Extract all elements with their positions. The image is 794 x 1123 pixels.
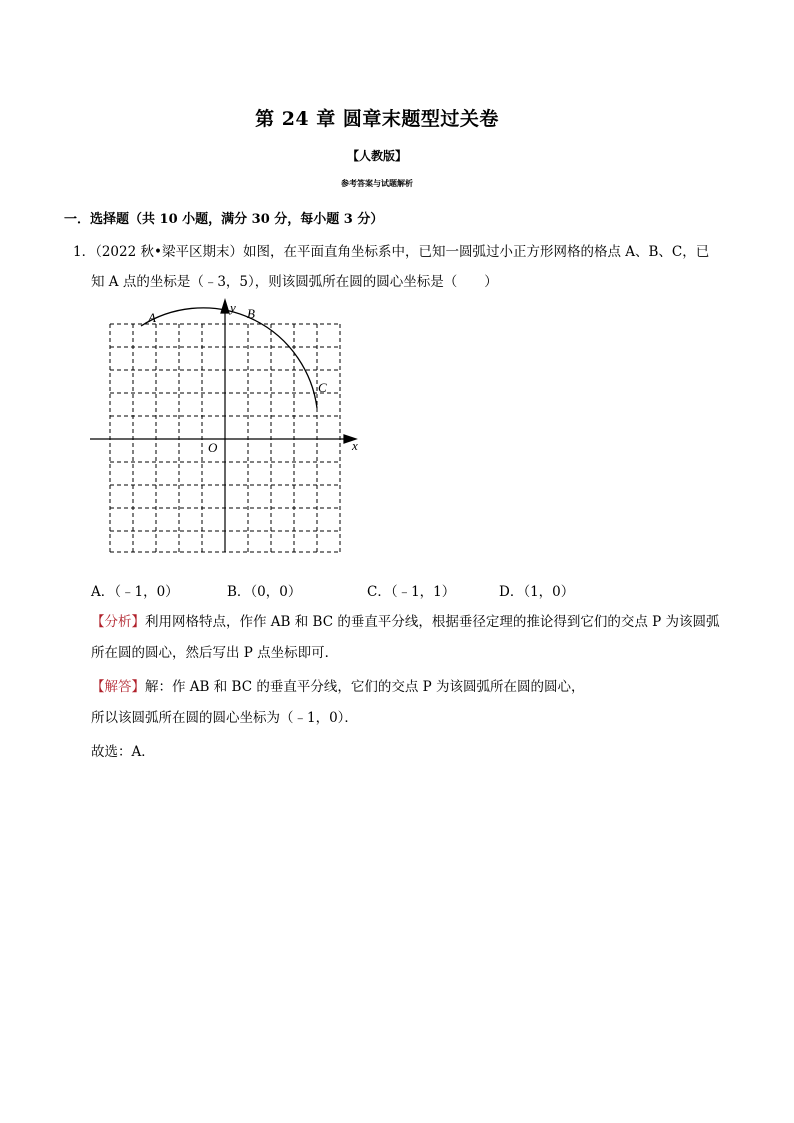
section-heading: 一．选择题（共 10 小题，满分 30 分，每小题 3 分）	[64, 212, 384, 227]
question-stem-line1: 1．（2022 秋•梁平区期末）如图，在平面直角坐标系中，已知一圆弧过小正方形网格的格点 A、B、C，已	[73, 244, 710, 260]
solution-line1	[91, 675, 585, 695]
solution-text1: 解：作 AB 和 BC 的垂直平分线，它们的交点 P 为该圆弧所在圆的圆心，	[145, 679, 585, 695]
analysis-text1: 利用网格特点，作作 AB 和 BC 的垂直平分线，根据垂径定理的推论得到它们的交点 P 为该圆弧	[145, 614, 720, 630]
y-axis-label: y	[230, 300, 236, 315]
x-axis-label: x	[352, 438, 358, 453]
origin-label: O	[208, 440, 218, 455]
point-b-label: B	[247, 306, 255, 321]
question-stem-line2: 知 A 点的坐标是（﹣3，5），则该圆弧所在圆的圆心坐标是（ ）	[91, 274, 498, 290]
coordinate-grid-figure	[80, 296, 370, 556]
page-title: 第 24 章 圆章末题型过关卷	[255, 108, 499, 130]
subtitle: 参考答案与试题解析	[341, 178, 413, 188]
option-d[interactable]: D．（1，0）	[499, 584, 575, 600]
solution-line2: 所以该圆弧所在圆的圆心坐标为（﹣1，0）．	[91, 710, 358, 726]
option-b[interactable]: B．（0，0）	[227, 584, 302, 600]
analysis-tag: 【分析】	[91, 614, 145, 630]
analysis-line2: 所在圆的圆心，然后写出 P 点坐标即可．	[91, 645, 339, 661]
option-a[interactable]: A．（﹣1，0）	[91, 584, 179, 600]
edition-label: 【人教版】	[346, 149, 407, 163]
point-c-label: C	[318, 380, 327, 395]
option-c[interactable]: C．（﹣1，1）	[367, 584, 456, 600]
answer-options	[91, 580, 574, 600]
solution-tag: 【解答】	[91, 679, 145, 695]
final-choice: 故选：A．	[91, 744, 155, 760]
analysis-line1	[91, 610, 720, 630]
point-a-label: A	[148, 310, 156, 325]
